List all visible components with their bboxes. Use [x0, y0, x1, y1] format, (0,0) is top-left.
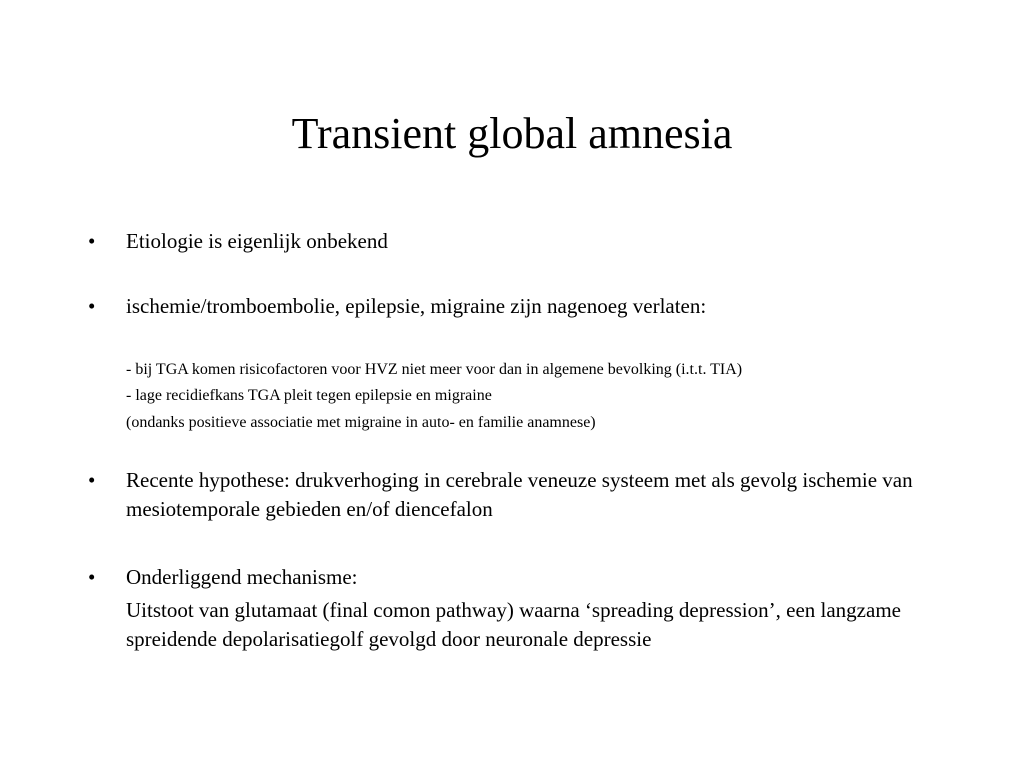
sub-line-risicofactoren: - bij TGA komen risicofactoren voor HVZ niet meer voor dan in algemene bevolking (i.t.t. TIA): [126, 361, 743, 378]
sub-line-ondanks: (ondanks positieve associatie met migraine in auto- en familie anamnese): [126, 414, 596, 431]
bullet-mechanisme-continuation: Uitstoot van glutamaat (final comon pathway) waarna ‘spreading depression’, een langzame spreidende depolarisatiegolf gevolgd door neuronale depressie: [126, 598, 901, 651]
bullet-marker: •: [88, 294, 96, 318]
bullet-marker: •: [88, 229, 96, 253]
bullet-ischemie: ischemie/tromboembolie, epilepsie, migraine zijn nagenoeg verlaten:: [126, 294, 707, 318]
bullet-hypothese: Recente hypothese: drukverhoging in cerebrale veneuze systeem met als gevolg ischemie van mesiotemporale gebieden en/of diencefalon: [126, 468, 913, 521]
bullet-mechanisme: Onderliggend mechanisme:: [126, 565, 358, 589]
slide-title: Transient global amnesia: [291, 109, 733, 158]
bullet-marker: •: [88, 468, 96, 492]
bullet-etiologie: Etiologie is eigenlijk onbekend: [126, 229, 388, 253]
sub-line-recidiefkans: - lage recidiefkans TGA pleit tegen epilepsie en migraine: [126, 387, 492, 404]
bullet-marker: •: [88, 565, 96, 589]
